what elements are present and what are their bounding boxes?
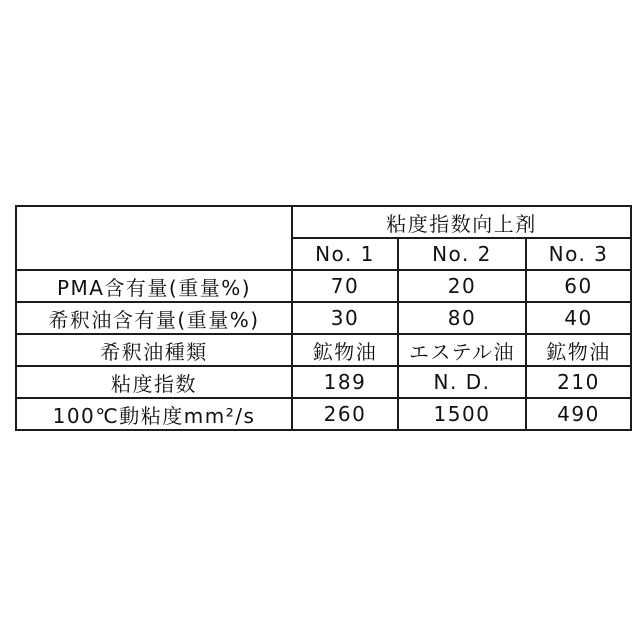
value-cell: 490 (526, 398, 631, 430)
table-row-diluent-content (16, 302, 631, 334)
value-cell: 80 (398, 302, 526, 334)
value-cell: 20 (398, 270, 526, 302)
row-label-cell: 粘度指数 (16, 366, 292, 398)
column-header-no2: No. 2 (398, 238, 526, 270)
spec-table (15, 205, 632, 431)
value-cell: 210 (526, 366, 631, 398)
corner-cell (16, 206, 292, 270)
row-label-cell: 希釈油含有量(重量%) (16, 302, 292, 334)
group-header-cell: 粘度指数向上剤 (292, 206, 631, 238)
value-cell: 鉱物油 (292, 334, 398, 366)
table-row-pma-content (16, 270, 631, 302)
row-label-cell: 100℃動粘度mm²/s (16, 398, 292, 430)
value-cell: 70 (292, 270, 398, 302)
column-header-no3: No. 3 (526, 238, 631, 270)
table-row-kinematic-viscosity (16, 398, 631, 430)
table-row-viscosity-index (16, 366, 631, 398)
value-cell: N. D. (398, 366, 526, 398)
value-cell: エステル油 (398, 334, 526, 366)
value-cell: 鉱物油 (526, 334, 631, 366)
value-cell: 40 (526, 302, 631, 334)
row-label-cell: 希釈油種類 (16, 334, 292, 366)
column-header-no1: No. 1 (292, 238, 398, 270)
value-cell: 1500 (398, 398, 526, 430)
table-row-diluent-type (16, 334, 631, 366)
table-row-group-header (16, 206, 631, 238)
value-cell: 60 (526, 270, 631, 302)
value-cell: 189 (292, 366, 398, 398)
row-label-cell: PMA含有量(重量%) (16, 270, 292, 302)
value-cell: 30 (292, 302, 398, 334)
value-cell: 260 (292, 398, 398, 430)
